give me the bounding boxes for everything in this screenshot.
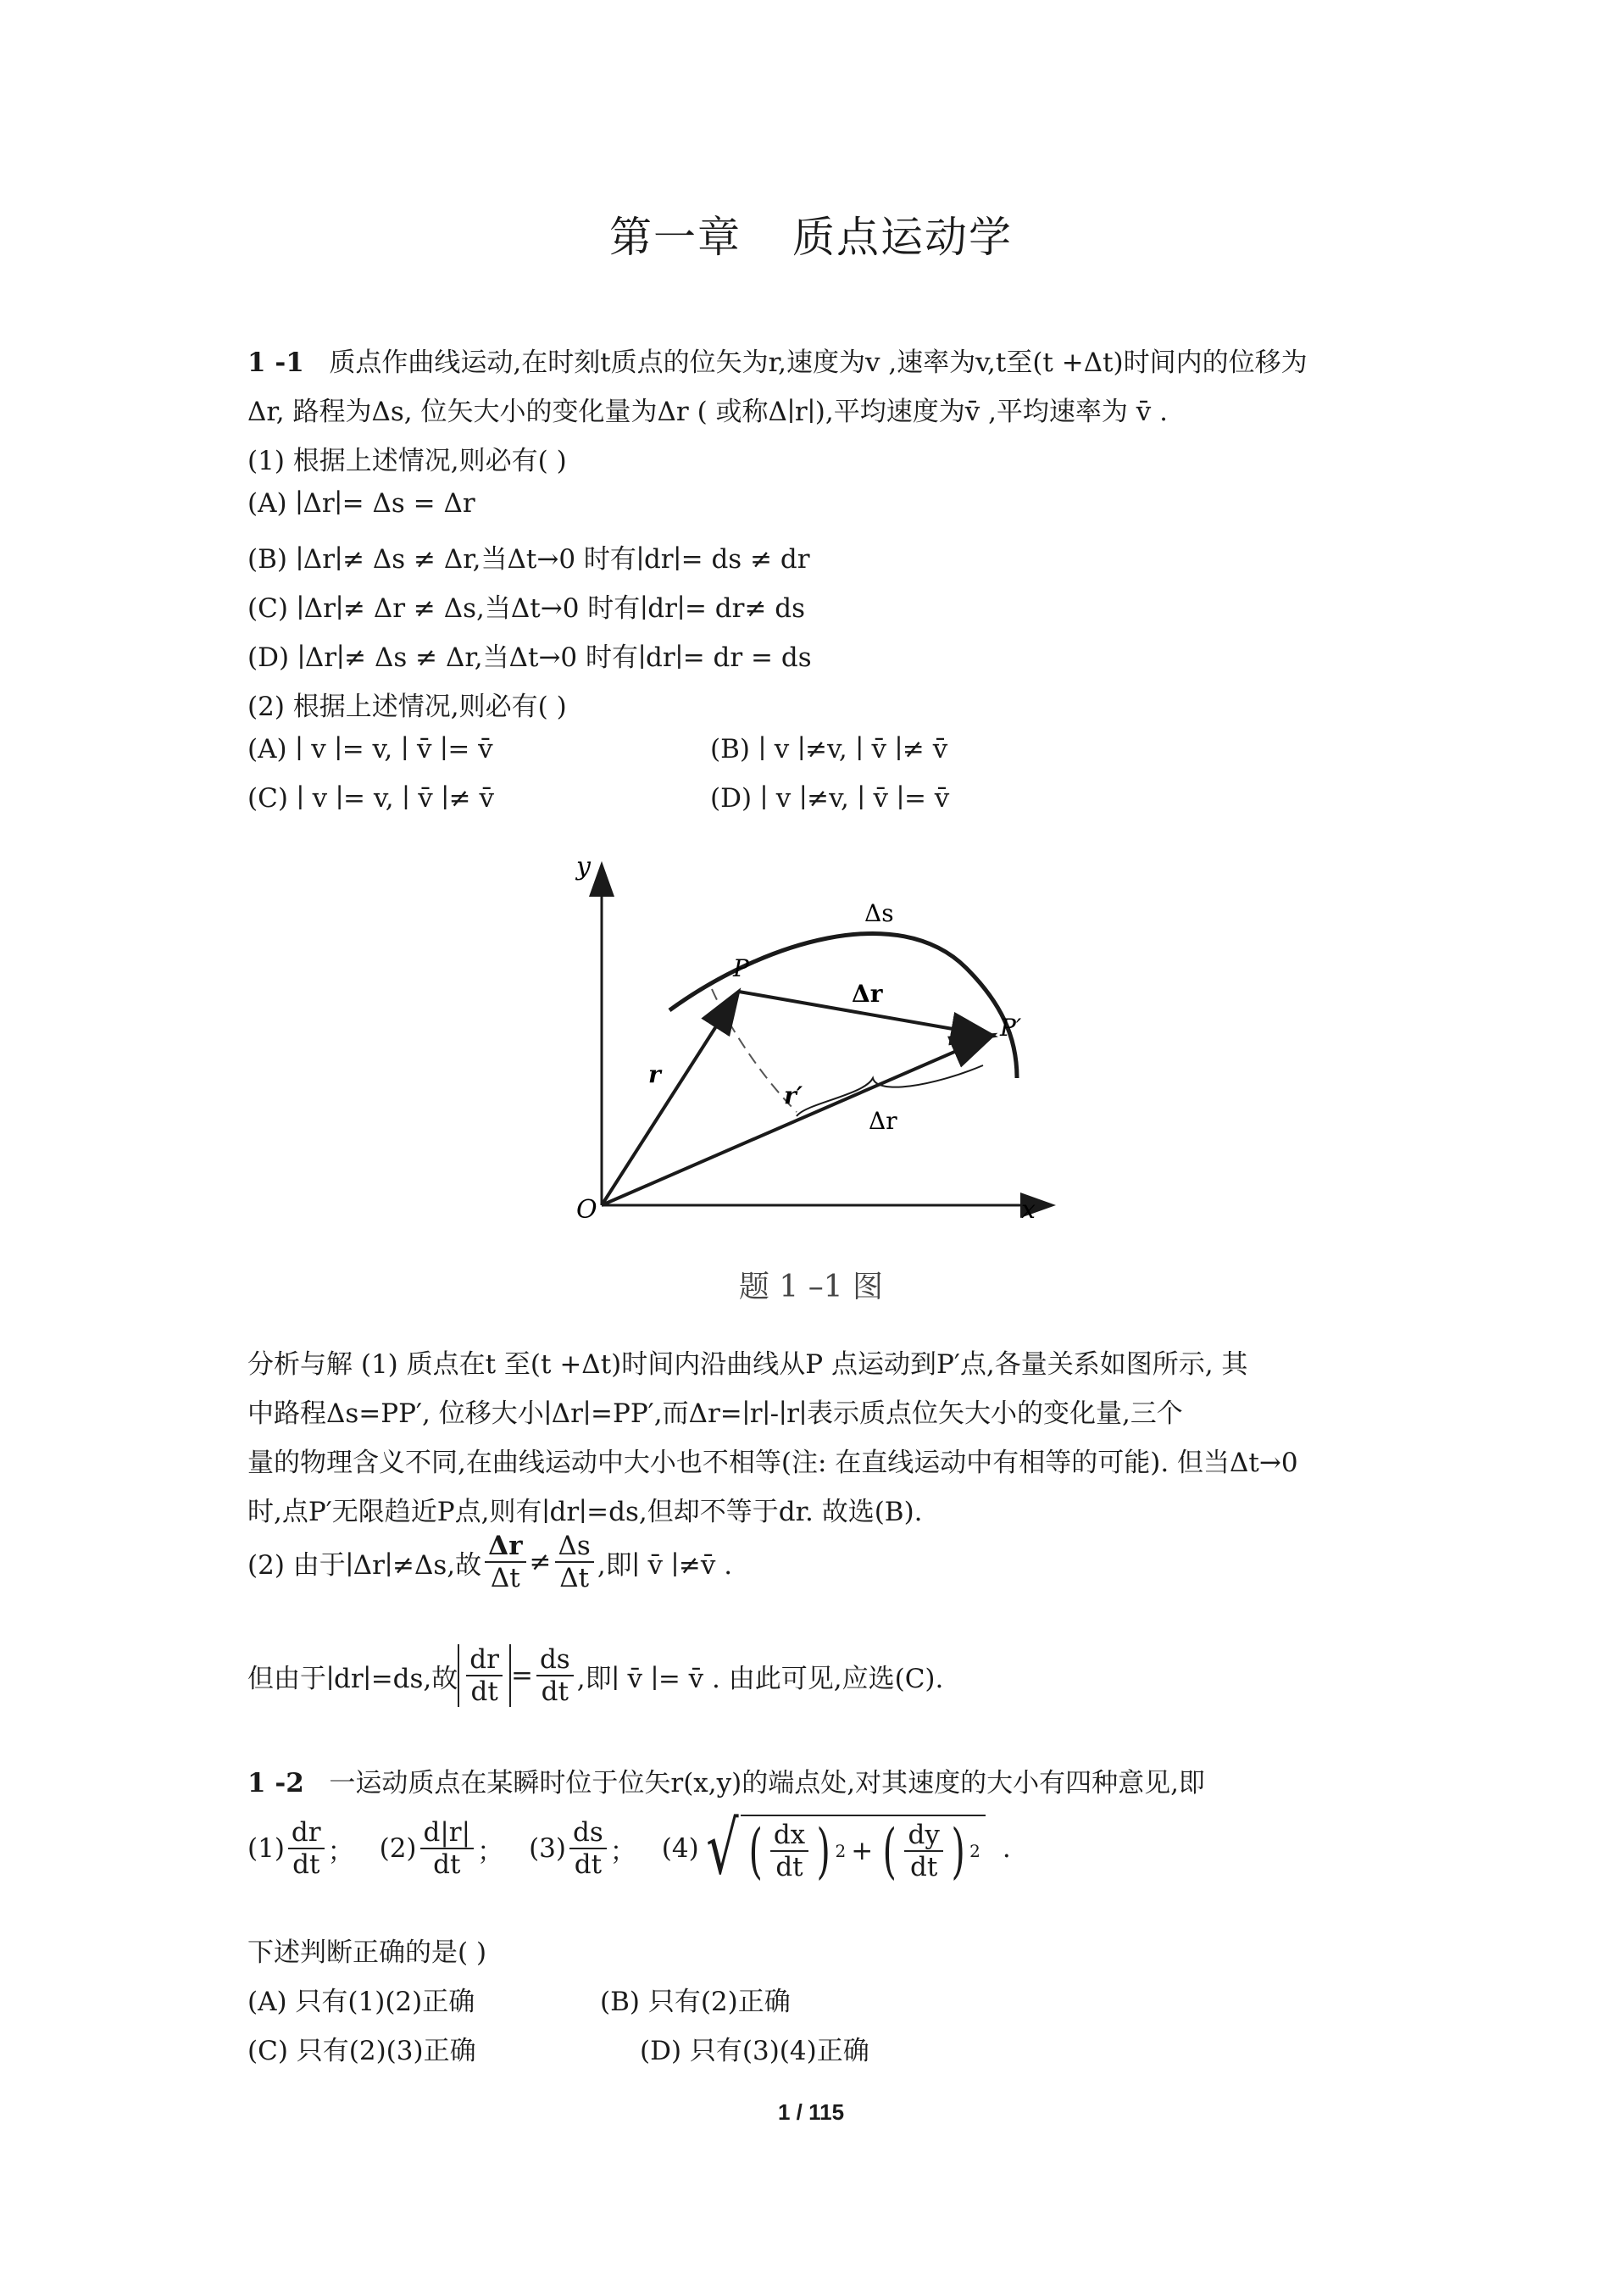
r-prime-label: r′ bbox=[784, 1081, 803, 1109]
expr-sep-2: ； bbox=[477, 1836, 504, 1867]
q2-option-b: (B) ∣ v ∣≠v, ∣ v̄ ∣≠ v̄ bbox=[710, 734, 948, 764]
expr-1 bbox=[288, 1817, 325, 1880]
chapter-name: 质点运动学 bbox=[792, 213, 1013, 262]
expr-4-label: (4) bbox=[661, 1833, 699, 1864]
eq2-f1-den: Δt bbox=[490, 1563, 520, 1593]
p2-option-d: (D) 只有(3)(4)正确 bbox=[640, 2036, 869, 2066]
analysis-line-1: 分析与解 (1) 质点在t 至(t +Δt)时间内沿曲线从P 点运动到P′点,各量关系如图所示, 其 bbox=[247, 1349, 1248, 1380]
page-title bbox=[0, 203, 1622, 264]
expr-4-b-den: dt bbox=[910, 1852, 938, 1882]
question-2: (2) 根据上述情况,则必有( ) bbox=[247, 692, 567, 722]
eq3-f2-den: dt bbox=[541, 1676, 569, 1707]
question-1: (1) 根据上述情况,则必有( ) bbox=[247, 446, 567, 476]
origin-label: O bbox=[576, 1195, 597, 1222]
problem-number: 1 -2 bbox=[247, 1768, 304, 1798]
expr-sep-3: ； bbox=[609, 1836, 636, 1867]
point-p-label: P bbox=[733, 954, 749, 982]
problem-1-2-line-1 bbox=[247, 1761, 1205, 1799]
p2-option-b: (B) 只有(2)正确 bbox=[600, 1987, 791, 2017]
expr-4-b-square: 2 bbox=[969, 1841, 980, 1861]
q1-option-d: (D) ∣Δr∣≠ Δs ≠ Δr,当Δt→0 时有∣dr∣= dr = ds bbox=[247, 642, 812, 673]
eq3-f1-num: dr bbox=[466, 1644, 503, 1676]
page-number: 1 / 115 bbox=[777, 2099, 845, 2125]
point-p-prime-label: P′ bbox=[1000, 1014, 1022, 1042]
analysis-line-2: 中路程Δs=PP′, 位移大小∣Δr∣=PP′,而Δr=∣r∣-∣r∣表示质点位矢大小的变化量,三个 bbox=[247, 1398, 1183, 1429]
q2-option-c: (C) ∣ v ∣= v, ∣ v̄ ∣≠ v̄ bbox=[247, 783, 495, 814]
expr-1-label: (1) bbox=[247, 1833, 285, 1864]
expr-1-num: dr bbox=[288, 1817, 325, 1849]
eq2-f2-num: Δs bbox=[555, 1531, 594, 1563]
chapter-number: 第一章 bbox=[609, 213, 742, 262]
expr-4-a-den: dt bbox=[775, 1852, 803, 1882]
problem-1-2-question: 下述判断正确的是( ) bbox=[247, 1937, 487, 1968]
figure-caption: 题 1 –1 图 bbox=[738, 1270, 884, 1304]
analysis-line-4: 时,点P′无限趋近P点,则有∣dr∣=ds,但却不等于dr. 故选(B). bbox=[247, 1497, 923, 1527]
eq2-fraction-1 bbox=[485, 1531, 525, 1593]
eq2-f2-den: Δt bbox=[559, 1563, 590, 1593]
r-label: r bbox=[648, 1060, 661, 1088]
y-axis-label: y bbox=[576, 852, 591, 881]
delta-r-scalar-label: Δr bbox=[869, 1107, 897, 1135]
x-axis-label: x bbox=[1021, 1195, 1036, 1222]
analysis-equation-3 bbox=[247, 1644, 943, 1707]
analysis-equation-2 bbox=[247, 1531, 732, 1593]
vector-diagram-svg bbox=[542, 849, 1068, 1222]
delta-s-label: Δs bbox=[864, 899, 894, 927]
expr-4-a-num: dx bbox=[770, 1820, 808, 1852]
problem-1-1-line-2: Δr, 路程为Δs, 位矢大小的变化量为Δr ( 或称Δ∣r∣),平均速度为v̄ ,平均速率为 v̄ . bbox=[247, 397, 1169, 427]
expr-2-label: (2) bbox=[379, 1833, 417, 1864]
eq2-f1-num: Δr bbox=[485, 1531, 525, 1563]
expr-3-den: dt bbox=[574, 1849, 603, 1880]
eq3-eq: = bbox=[510, 1660, 533, 1691]
p2-option-c: (C) 只有(2)(3)正确 bbox=[247, 2036, 476, 2066]
vector-r bbox=[602, 993, 737, 1205]
vector-diagram bbox=[542, 849, 1068, 1226]
expr-2-num: d|r| bbox=[420, 1817, 475, 1849]
expr-end: . bbox=[1002, 1833, 1011, 1864]
q1-option-b: (B) ∣Δr∣≠ Δs ≠ Δr,当Δt→0 时有∣dr∣= ds ≠ dr bbox=[247, 544, 810, 575]
eq3-f2-num: ds bbox=[536, 1644, 574, 1676]
expr-2 bbox=[420, 1817, 475, 1880]
eq2-suffix: ,即∣ v̄ ∣≠v̄ . bbox=[597, 1549, 733, 1581]
p2-option-a: (A) 只有(1)(2)正确 bbox=[247, 1987, 475, 2017]
delta-r-vector-label: Δr bbox=[852, 980, 883, 1008]
q1-option-c: (C) ∣Δr∣≠ Δr ≠ Δs,当Δt→0 时有∣dr∣= dr≠ ds bbox=[247, 593, 806, 624]
expr-4-sqrt: √ ( $\frac{dx}{dt}$ ) 2 + ( $\frac{dy}{dt}$ ) 2 bbox=[699, 1812, 986, 1885]
q1-option-a: (A) ∣Δr∣= Δs = Δr bbox=[247, 488, 475, 519]
eq2-prefix: (2) 由于∣Δr∣≠Δs,故 bbox=[247, 1549, 482, 1581]
problem-text: 一运动质点在某瞬时位于位矢r(x,y)的端点处,对其速度的大小有四种意见,即 bbox=[329, 1768, 1205, 1798]
eq3-prefix: 但由于∣dr∣=ds,故 bbox=[247, 1663, 458, 1694]
expr-4-plus: + bbox=[851, 1836, 874, 1866]
eq2-fraction-2 bbox=[555, 1531, 594, 1593]
expr-4-a-square: 2 bbox=[835, 1841, 847, 1861]
problem-number: 1 -1 bbox=[247, 347, 304, 378]
eq2-neq: ≠ bbox=[529, 1547, 552, 1577]
trajectory-curve bbox=[669, 933, 1017, 1078]
q2-option-d: (D) ∣ v ∣≠v, ∣ v̄ ∣= v̄ bbox=[710, 783, 950, 814]
expr-sep-1: ； bbox=[327, 1836, 354, 1867]
eq3-suffix: ,即∣ v̄ ∣= v̄ . 由此可见,应选(C). bbox=[576, 1663, 944, 1694]
expr-3 bbox=[569, 1817, 607, 1880]
speed-expressions bbox=[247, 1806, 1011, 1891]
problem-1-1-line-1 bbox=[247, 341, 1308, 379]
expr-3-label: (3) bbox=[529, 1833, 566, 1864]
eq3-f1-den: dt bbox=[470, 1676, 498, 1707]
analysis-line-3: 量的物理含义不同,在曲线运动中大小也不相等(注: 在直线运动中有相等的可能). 但当Δt→0 bbox=[247, 1448, 1298, 1478]
eq3-abs-fraction bbox=[458, 1644, 511, 1707]
expr-2-den: dt bbox=[433, 1849, 461, 1880]
eq3-fraction-2 bbox=[536, 1644, 574, 1707]
problem-text: 质点作曲线运动,在时刻t质点的位矢为r,速度为v ,速率为v,t至(t +Δt)时间内的位移为 bbox=[329, 347, 1308, 378]
q2-option-a: (A) ∣ v ∣= v, ∣ v̄ ∣= v̄ bbox=[247, 734, 493, 764]
expr-3-num: ds bbox=[569, 1817, 607, 1849]
expr-4-b-num: dy bbox=[904, 1820, 942, 1852]
expr-1-den: dt bbox=[292, 1849, 320, 1880]
